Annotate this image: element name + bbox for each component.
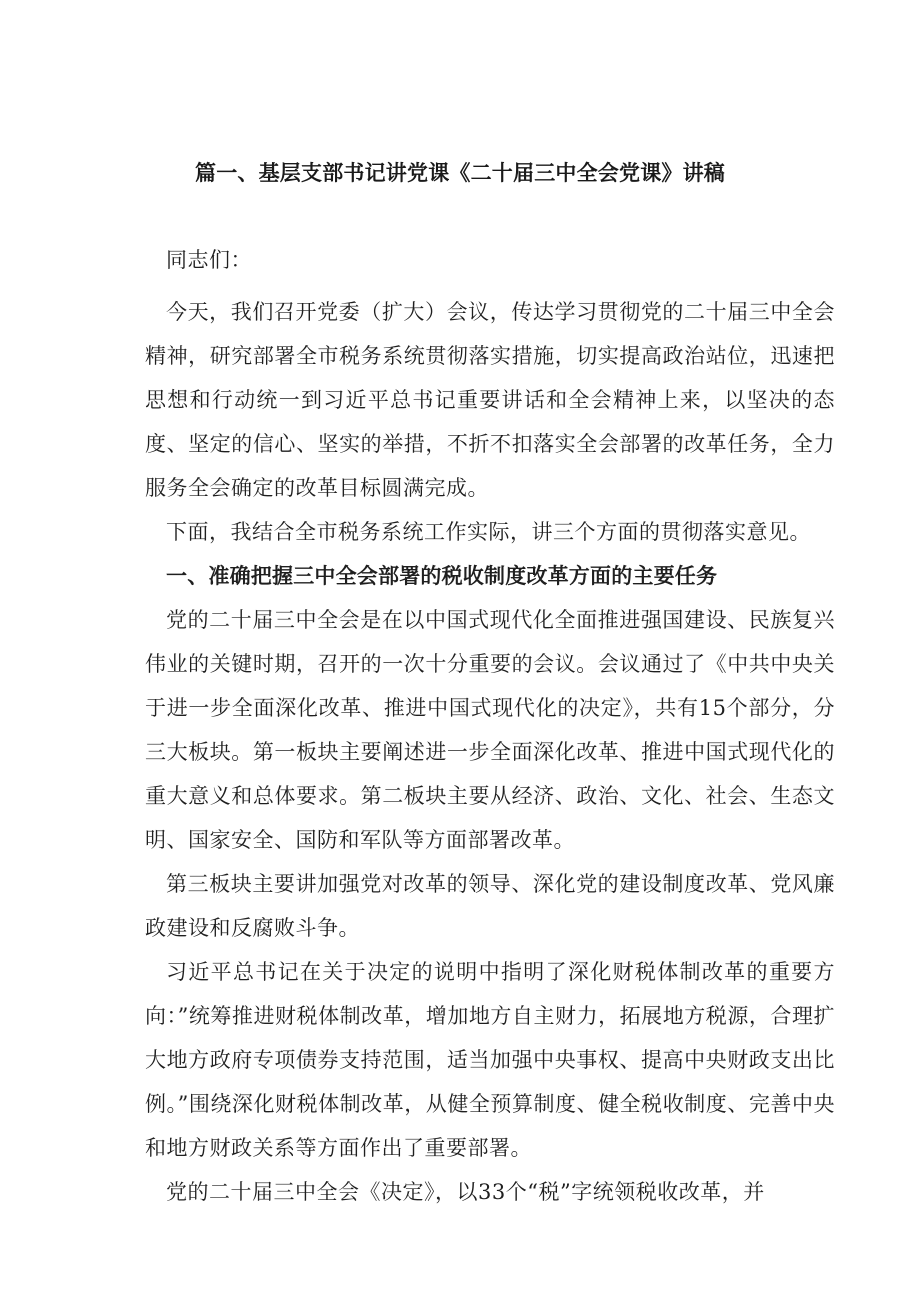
salutation: 同志们： <box>166 248 252 272</box>
document-body <box>145 238 835 1214</box>
document-title: 篇一、基层支部书记讲党课《二十届三中全会党课》讲稿 <box>195 161 725 185</box>
section-heading-1: 一、准确把握三中全会部署的税收制度改革方面的主要任务 <box>166 564 718 588</box>
paragraph-outline: 下面，我结合全市税务系统工作实际，讲三个方面的贯彻落实意见。 <box>166 520 811 544</box>
paragraph-tax-reform: 党的二十届三中全会《决定》，以33个“税”字统领税收改革，并 <box>166 1180 765 1204</box>
paragraph-plenum-overview: 党的二十届三中全会是在以中国式现代化全面推进强国建设、民族复兴伟业的关键时期，召开的一次十分重要的会议。会议通过了《中共中央关于进一步全面深化改革、推进中国式现代化的决定》，共有15个部分，分三大板块。第一板块主要阐述进一步全面深化改革、推进中国式现代化的重大意义和总体要求。第二板块主要从经济、政治、文化、社会、生态文明、国家安全、国防和军队等方面部署改革。 <box>145 608 835 852</box>
paragraph-third-section: 第三板块主要讲加强党对改革的领导、深化党的建设制度改革、党风廉政建设和反腐败斗争。 <box>145 872 835 940</box>
paragraph-fiscal-reform: 习近平总书记在关于决定的说明中指明了深化财税体制改革的重要方向：”统筹推进财税体制改革，增加地方自主财力，拓展地方税源，合理扩大地方政府专项债券支持范围，适当加强中央事权、提高中央财政支出比例。”围绕深化财税体制改革，从健全预算制度、健全税收制度、完善中央和地方财政关系等方面作出了重要部署。 <box>145 960 835 1160</box>
paragraph-opening: 今天，我们召开党委（扩大）会议，传达学习贯彻党的二十届三中全会精神，研究部署全市税务系统贯彻落实措施，切实提高政治站位，迅速把思想和行动统一到习近平总书记重要讲话和全会精神上来，以坚决的态度、坚定的信心、坚实的举措，不折不扣落实全会部署的改革任务，全力服务全会确定的改革目标圆满完成。 <box>145 300 835 500</box>
